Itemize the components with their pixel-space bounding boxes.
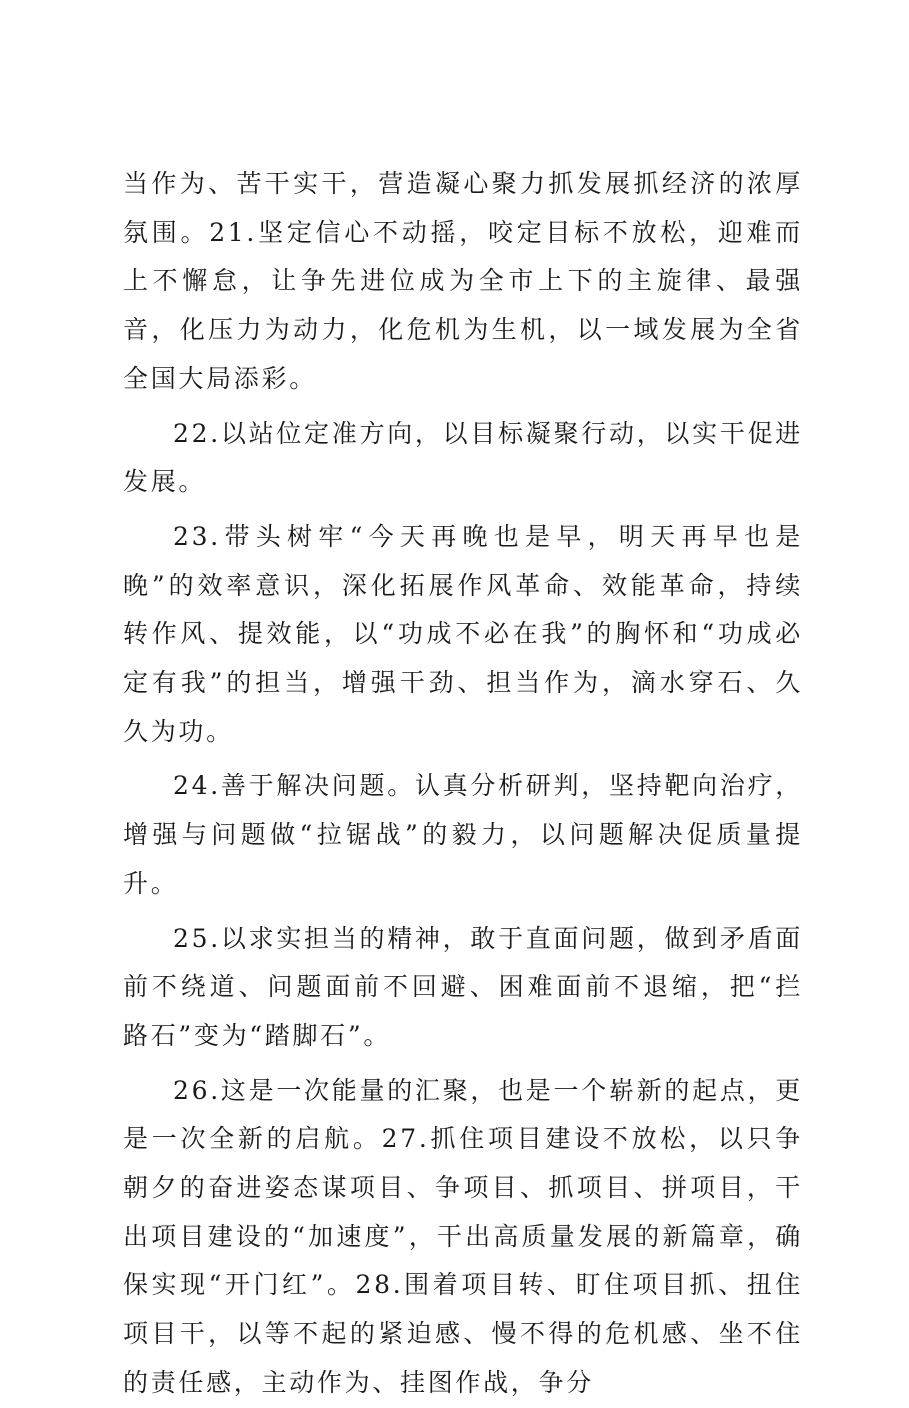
paragraph-3: 23.带头树牢“今天再晚也是早，明天再早也是晚”的效率意识，深化拓展作风革命、效能革命，持续转作风、提效能，以“功成不必在我”的胸怀和“功成必定有我”的担当，增强干劲、担当作为，滴水穿石、久久为功。 bbox=[123, 521, 803, 746]
paragraph-2: 22.以站位定准方向，以目标凝聚行动，以实干促进发展。 bbox=[123, 418, 803, 497]
paragraph-4: 24.善于解决问题。认真分析研判，坚持靶向治疗，增强与问题做“拉锯战”的毅力，以问题解决促质量提升。 bbox=[123, 771, 803, 898]
paragraph-1: 当作为、苦干实干，营造凝心聚力抓发展抓经济的浓厚氛围。21.坚定信心不动摇，咬定目标不放松，迎难而上不懈怠，让争先进位成为全市上下的主旋律、最强音，化压力为动力，化危机为生机，以一域发展为全省全国大局添彩。 bbox=[123, 169, 803, 393]
body-text bbox=[123, 160, 803, 1408]
paragraph-5: 25.以求实担当的精神，敢于直面问题，做到矛盾面前不绕道、问题面前不回避、困难面前不退缩，把“拦路石”变为“踏脚石”。 bbox=[123, 923, 803, 1050]
paragraph-6: 26.这是一次能量的汇聚，也是一个崭新的起点，更是一次全新的启航。27.抓住项目建设不放松，以只争朝夕的奋进姿态谋项目、争项目、抓项目、拼项目，干出项目建设的“加速度”，干出高质量发展的新篇章，确保实现“开门红”。28.围着项目转、盯住项目抓、扭住项目干，以等不起的紧迫感、慢不得的危机感、坐不住的责任感，主动作为、挂图作战，争分 bbox=[123, 1075, 803, 1397]
